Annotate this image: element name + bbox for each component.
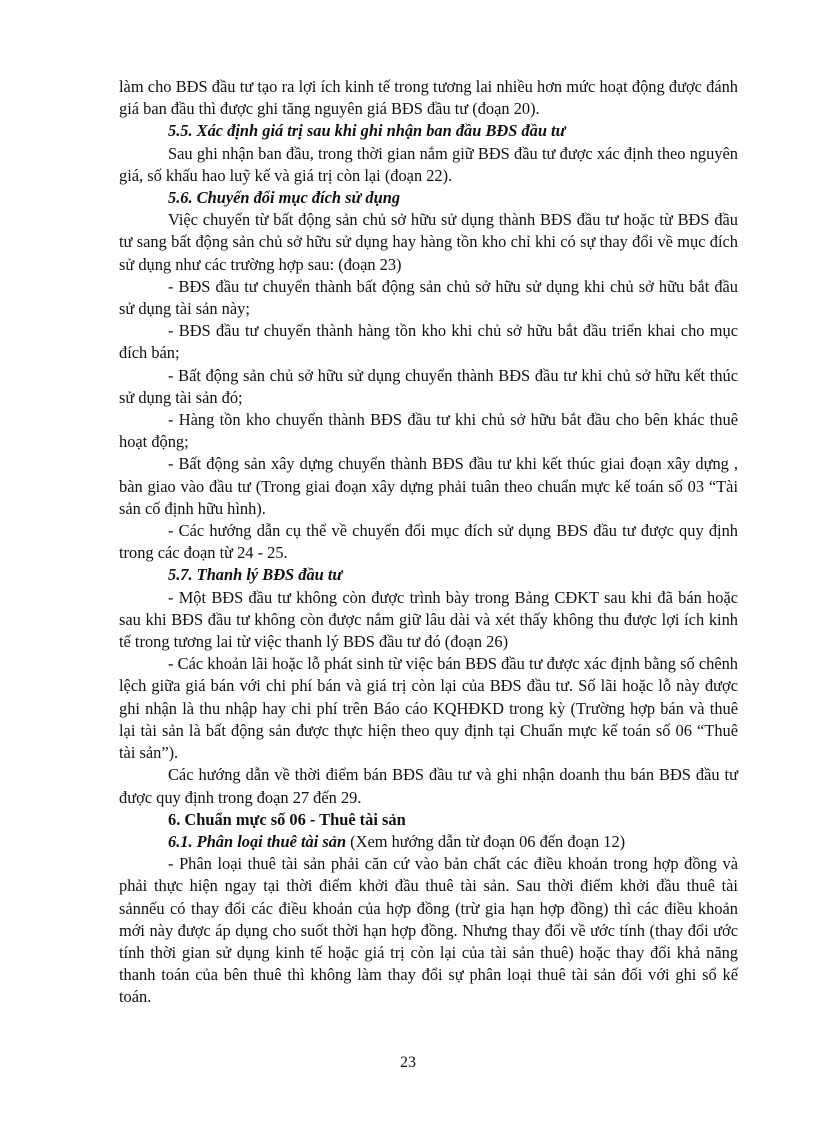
- heading-5-6: 5.6. Chuyển đổi mục đích sử dụng: [168, 188, 401, 208]
- list-item: - Hàng tồn kho chuyển thành BĐS đầu tư khi chủ sở hữu bắt đầu cho bên khác thuê hoạt động;: [119, 410, 738, 452]
- list-item: - Các hướng dẫn cụ thể về chuyển đổi mục đích sử dụng BĐS đầu tư được quy định trong các đoạn từ 24 - 25.: [119, 521, 738, 563]
- list-item: - Bất động sản chủ sở hữu sử dụng chuyển thành BĐS đầu tư khi chủ sở hữu kết thúc sử dụng tài sản đó;: [119, 365, 738, 407]
- heading-6-1-line: [119, 831, 738, 853]
- list-item: - BĐS đầu tư chuyển thành bất động sản chủ sở hữu sử dụng khi chủ sở hữu bắt đầu sử dụng tài sản này;: [119, 276, 738, 319]
- heading-6-1: 6.1. Phân loại thuê tài sản: [168, 831, 347, 851]
- paragraph-5-7-closing: Các hướng dẫn về thời điểm bán BĐS đầu tư và ghi nhận doanh thu bán BĐS đầu tư được quy định trong đoạn 27 đến 29.: [119, 765, 738, 807]
- paragraph-continuation: làm cho BĐS đầu tư tạo ra lợi ích kinh tế trong tương lai nhiều hơn mức hoạt động được đánh giá ban đầu thì được ghi tăng nguyên giá BĐS đầu tư (đoạn 20).: [119, 77, 738, 119]
- paragraph-5-6-intro: Việc chuyển từ bất động sản chủ sở hữu sử dụng thành BĐS đầu tư hoặc từ BĐS đầu tư sang bất động sản chủ sở hữu sử dụng hay hàng tồn kho chỉ khi có sự thay đổi về mục đích sử dụng như các trường hợp sau: (đoạn 23): [119, 210, 738, 274]
- list-item: - Một BĐS đầu tư không còn được trình bày trong Bảng CĐKT sau khi đã bán hoặc sau khi BĐS đầu tư không còn được nắm giữ lâu dài và xét thấy không thu được lợi ích kinh tế trong tương lai từ việc thanh lý BĐS đầu tư đó (đoạn 26): [119, 587, 738, 652]
- list-item: - Phân loại thuê tài sản phải căn cứ vào bản chất các điều khoản trong hợp đồng và phải thực hiện ngay tại thời điểm khởi đầu thuê tài sản. Sau thời điểm khởi đầu thuê tài sảnnếu có thay đổi các điều khoản của hợp đồng (trừ gia hạn hợp đồng) thì các điều khoản mới này được áp dụng cho suốt thời hạn hợp đồng. Nhưng thay đổi về ước tính (thay đổi ước tính thời gian sử dụng kinh tế hoặc giá trị còn lại của tài sản thuê) hoặc thay đổi khả năng thanh toán của bên thuê thì không làm thay đổi sự phân loại thuê tài sản đối với ghi sổ kế toán.: [119, 854, 738, 1007]
- list-item: - BĐS đầu tư chuyển thành hàng tồn kho khi chủ sở hữu bắt đầu triển khai cho mục đích bán;: [119, 321, 738, 363]
- heading-6-1-note: (Xem hướng dẫn từ đoạn 06 đến đoạn 12): [346, 831, 626, 851]
- list-item: - Các khoản lãi hoặc lỗ phát sinh từ việc bán BĐS đầu tư được xác định bằng số chênh lệch giữa giá bán với chi phí bán và giá trị còn lại của BĐS đầu tư. Số lãi hoặc lỗ này được ghi nhận là thu nhập hay chi phí trên Báo cáo KQHĐKD trong kỳ (Trường hợp bán và thuê lại tài sản là bất động sản được thực hiện theo quy định tại Chuẩn mực kế toán số 06 “Thuê tài sản”).: [119, 654, 738, 763]
- list-item: - Bất động sản xây dựng chuyển thành BĐS đầu tư khi kết thúc giai đoạn xây dựng , bàn giao vào đầu tư (Trong giai đoạn xây dựng phải tuân theo chuẩn mực kế toán số 03 “Tài sản cố định hữu hình).: [119, 454, 738, 518]
- heading-6: 6. Chuẩn mực số 06 - Thuê tài sản: [168, 809, 406, 829]
- paragraph-5-5-body: Sau ghi nhận ban đầu, trong thời gian nắm giữ BĐS đầu tư được xác định theo nguyên giá, số khấu hao luỹ kế và giá trị còn lại (đoạn 22).: [119, 143, 738, 185]
- heading-5-7: 5.7. Thanh lý BĐS đầu tư: [168, 565, 343, 585]
- document-page: [119, 76, 738, 1009]
- heading-5-5: 5.5. Xác định giá trị sau khi ghi nhận ban đầu BĐS đầu tư: [168, 121, 566, 141]
- page-number: 23: [400, 1054, 416, 1071]
